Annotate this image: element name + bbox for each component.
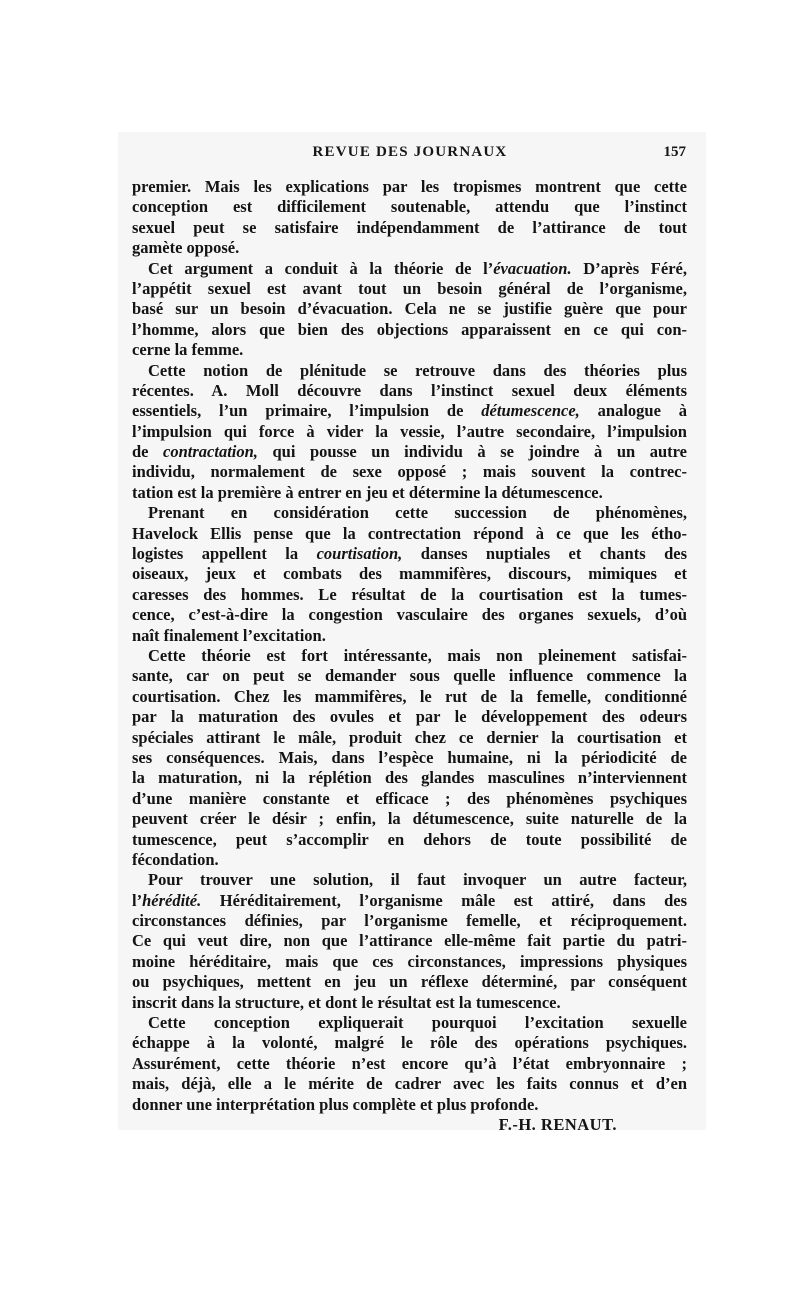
text-line: caresses des hommes. Le résultat de la courtisation est la tumes-	[132, 584, 687, 604]
text-line: sante, car on peut se demander sous quelle influence commence la	[132, 666, 687, 686]
text-line: inscrit dans la structure, et dont le résultat est la tumescence.	[132, 992, 561, 1012]
article-text	[132, 177, 687, 1135]
text-line: moine héréditaire, mais que ces circonstances, impressions physiques	[132, 951, 687, 971]
text-line: sexuel peut se satisfaire indépendamment de l’attirance de tout	[132, 217, 687, 237]
text-line: logistes appellent la courtisation, danses nuptiales et chants des	[132, 544, 687, 564]
author-signature: F.-H. RENAUT.	[498, 1114, 617, 1134]
page-header	[132, 144, 688, 166]
text-line: essentiels, l’un primaire, l’impulsion de détumescence, analogue à	[132, 401, 687, 421]
text-line: Pour trouver une solution, il faut invoquer un autre facteur,	[148, 870, 687, 890]
text-line: tumescence, peut s’accomplir en dehors de toute possibilité de	[132, 829, 687, 849]
text-line: cence, c’est-à-dire la congestion vasculaire des organes sexuels, d’où	[132, 605, 687, 625]
text-line: premier. Mais les explications par les tropismes montrent que cette	[132, 177, 687, 196]
text-line: l’impulsion qui force à vider la vessie, l’autre secondaire, l’impulsion	[132, 421, 687, 441]
text-line: Prenant en considération cette succession de phénomènes,	[148, 503, 687, 523]
text-line: Cette conception expliquerait pourquoi l’excitation sexuelle	[148, 1013, 687, 1033]
text-line: récentes. A. Moll découvre dans l’instinct sexuel deux éléments	[132, 380, 687, 400]
text-line: individu, normalement de sexe opposé ; mais souvent la contrec-	[132, 462, 687, 482]
text-line: circonstances définies, par l’organisme femelle, et réciproquement.	[132, 911, 687, 931]
text-line: Assurément, cette théorie n’est encore qu’à l’état embryonnaire ;	[132, 1053, 687, 1073]
text-line: la maturation, ni la réplétion des glandes masculines n’interviennent	[132, 768, 687, 788]
text-line: ou psychiques, mettent en jeu un réflexe déterminé, par conséquent	[132, 972, 687, 992]
text-line: spéciales attirant le mâle, produit chez ce dernier la courtisation et	[132, 727, 687, 747]
text-line: courtisation. Chez les mammifères, le rut de la femelle, conditionné	[132, 686, 687, 706]
text-line: basé sur un besoin d’évacuation. Cela ne se justifie guère que pour	[132, 299, 687, 319]
text-line: gamète opposé.	[132, 238, 240, 258]
text-line: par la maturation des ovules et par le développement des odeurs	[132, 707, 687, 727]
text-line: oiseaux, jeux et combats des mammifères, discours, mimiques et	[132, 564, 687, 584]
text-line: fécondation.	[132, 849, 219, 869]
text-line: naît finalement l’excitation.	[132, 625, 326, 645]
page-number: 157	[663, 144, 686, 160]
text-line: Havelock Ellis pense que la contrectation répond à ce que les étho-	[132, 523, 687, 543]
text-line: Cette théorie est fort intéressante, mais non pleinement satisfai-	[148, 645, 687, 665]
text-line: cerne la femme.	[132, 340, 244, 360]
text-line: donner une interprétation plus complète et plus profonde.	[132, 1094, 539, 1114]
text-line: Ce qui veut dire, non que l’attirance elle-même fait partie du patri-	[132, 931, 687, 951]
text-line: d’une manière constante et efficace ; des phénomènes psychiques	[132, 788, 687, 808]
text-line: conception est difficilement soutenable, attendu que l’instinct	[132, 197, 687, 217]
text-line: l’hérédité. Héréditairement, l’organisme mâle est attiré, dans des	[132, 890, 687, 910]
running-head: REVUE DES JOURNAUX	[312, 144, 508, 160]
text-line: Cette notion de plénitude se retrouve dans des théories plus	[148, 360, 687, 380]
text-line: échappe à la volonté, malgré le rôle des opérations psychiques.	[132, 1033, 687, 1053]
text-line: mais, déjà, elle a le mérite de cadrer avec les faits connus et d’en	[132, 1074, 687, 1094]
text-line: l’homme, alors que bien des objections apparaissent en ce qui con-	[132, 319, 687, 339]
text-line: de contractation, qui pousse un individu à se joindre à un autre	[132, 442, 688, 462]
text-line: peuvent créer le désir ; enfin, la détumescence, suite naturelle de la	[132, 809, 687, 829]
text-line: tation est la première à entrer en jeu et détermine la détumescence.	[132, 482, 603, 502]
text-line: Cet argument a conduit à la théorie de l’évacuation. D’après Féré,	[148, 258, 687, 278]
text-line: l’appétit sexuel est avant tout un besoin général de l’organisme,	[132, 278, 687, 298]
text-line: ses conséquences. Mais, dans l’espèce humaine, ni la périodicité de	[132, 747, 687, 767]
